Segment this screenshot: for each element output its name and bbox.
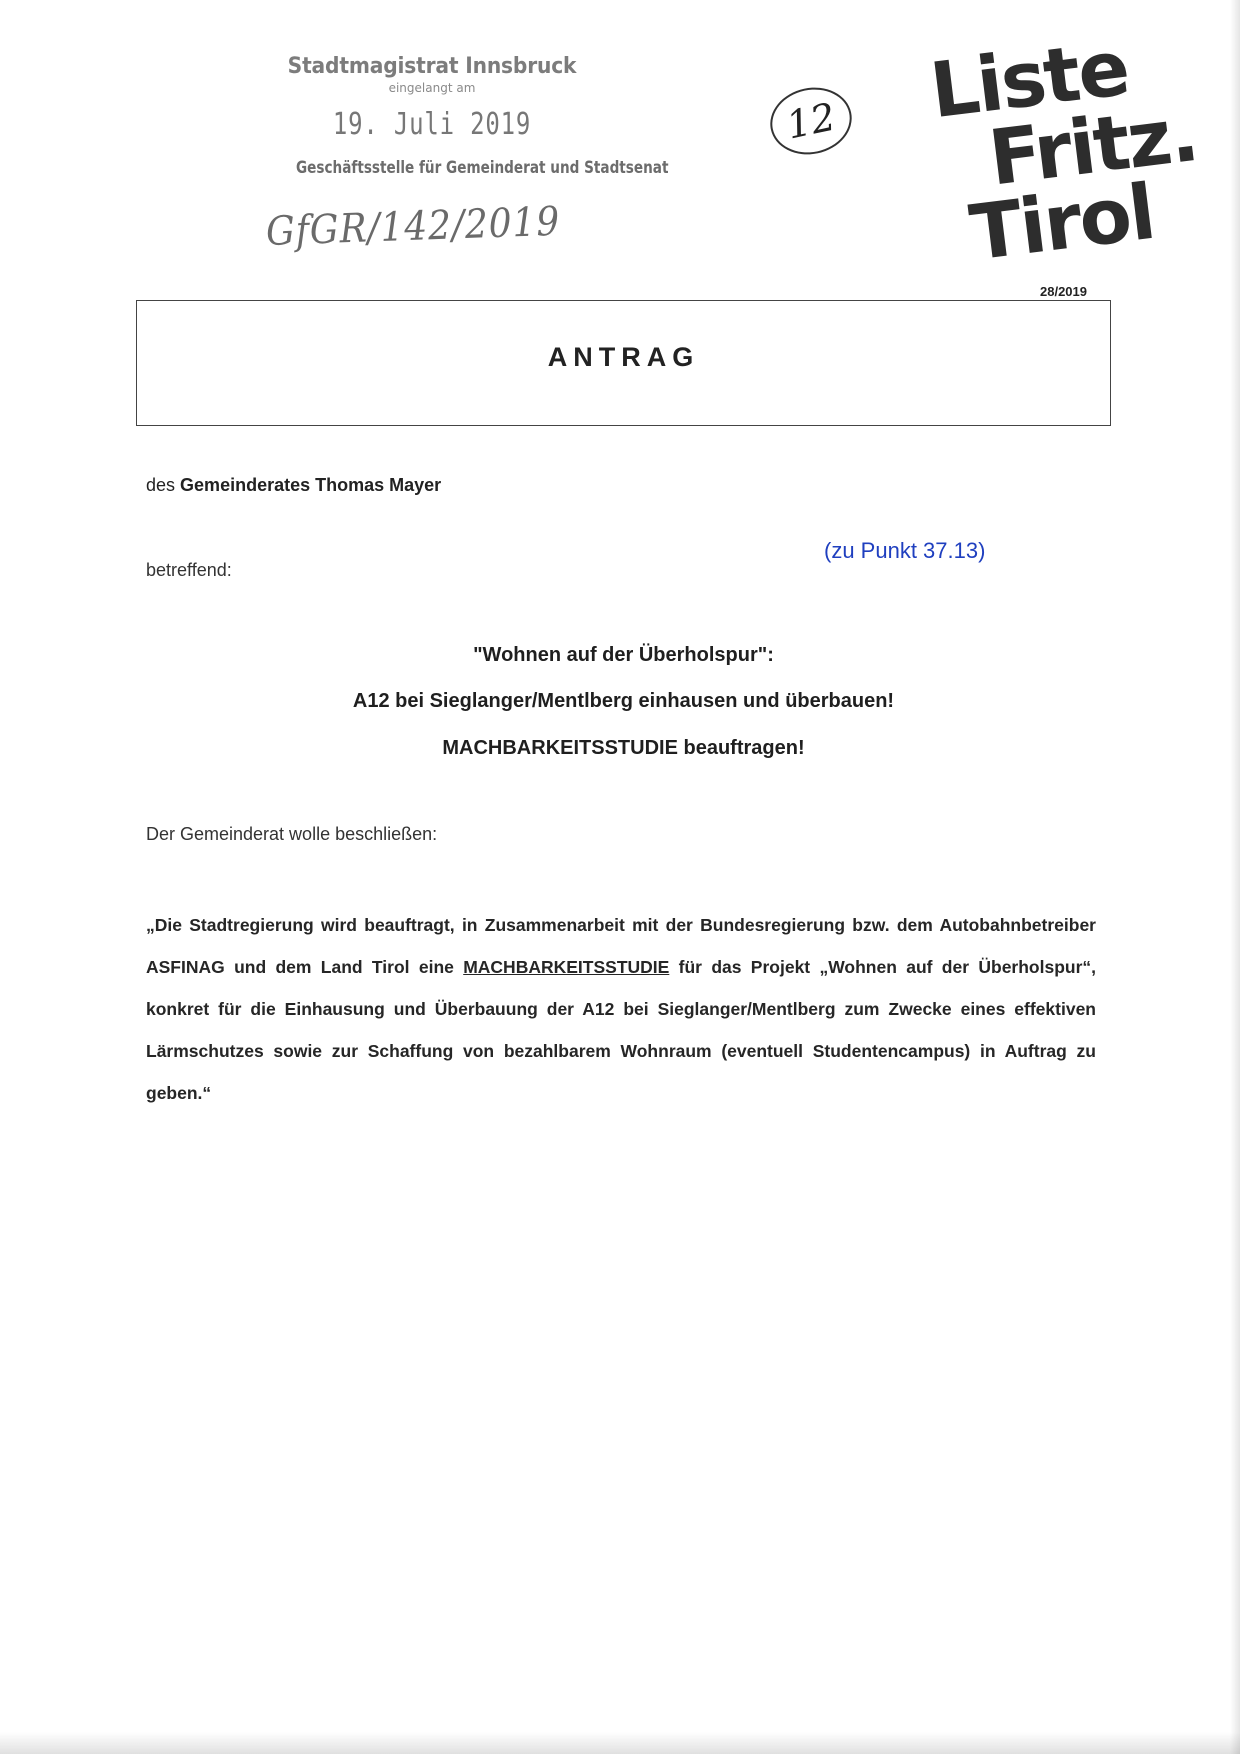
submitter-name: Gemeinderates Thomas Mayer [180, 475, 442, 495]
scan-shadow-bottom [0, 1732, 1240, 1754]
party-logo [925, 10, 1211, 278]
logo-line-1: Liste [925, 22, 1133, 136]
intake-stamp [262, 54, 669, 255]
logo-line-3: Tirol [965, 166, 1159, 278]
submitter-line [146, 475, 441, 496]
scan-shadow-right [1230, 0, 1240, 1754]
subject-label: betreffend: [146, 560, 232, 580]
headline-line-3: MACHBARKEITSSTUDIE beauftragen! [442, 737, 805, 759]
headline-line-2: A12 bei Sieglanger/Mentlberg einhausen und überbauen! [352, 690, 895, 712]
motion-text-part-1: „Die Stadtregierung wird beauftragt, in Zusammenarbeit mit der Bundesregierung bzw. dem Autobahnbetreiber ASFINAG und dem Land Tirol eine [146, 915, 1096, 977]
stamp-department: Geschäftsstelle für Gemeinderat und Stadtsenat [296, 158, 669, 178]
logo-line-2: Fritz. [984, 88, 1202, 203]
stamp-reference-handwritten: GfGR/142/2019 [265, 198, 561, 255]
resolution-intro: Der Gemeinderat wolle beschließen: [146, 824, 438, 844]
submitter-prefix: des [146, 475, 176, 495]
circled-item-number: 12 [764, 80, 858, 162]
motion-text-part-2: für das Projekt „Wohnen auf der Überholspur“, konkret für die Einhausung und Überbauung der A12 bei Sieglanger/Mentlberg zum Zwecke eines effektiven Lärmschutzes sowie zur Schaffung von bezahlbarem Wohnraum (eventuell Studentencampus) in Auftrag zu geben.“ [146, 957, 1097, 1103]
headline-line-1: "Wohnen auf der Überholspur": [473, 644, 774, 666]
agenda-reference: (zu Punkt 37.13) [824, 538, 986, 563]
document-number: 28/2019 [1040, 284, 1087, 299]
motion-text [146, 904, 1096, 1114]
stamp-received-label: eingelangt am [388, 81, 476, 95]
motion-text-underlined: MACHBARKEITSSTUDIE [463, 957, 670, 977]
document-title: ANTRAG [547, 341, 700, 372]
title-box [136, 300, 1111, 426]
stamp-office: Stadtmagistrat Innsbruck [287, 54, 577, 79]
stamp-date: 19. Juli 2019 [332, 107, 532, 142]
